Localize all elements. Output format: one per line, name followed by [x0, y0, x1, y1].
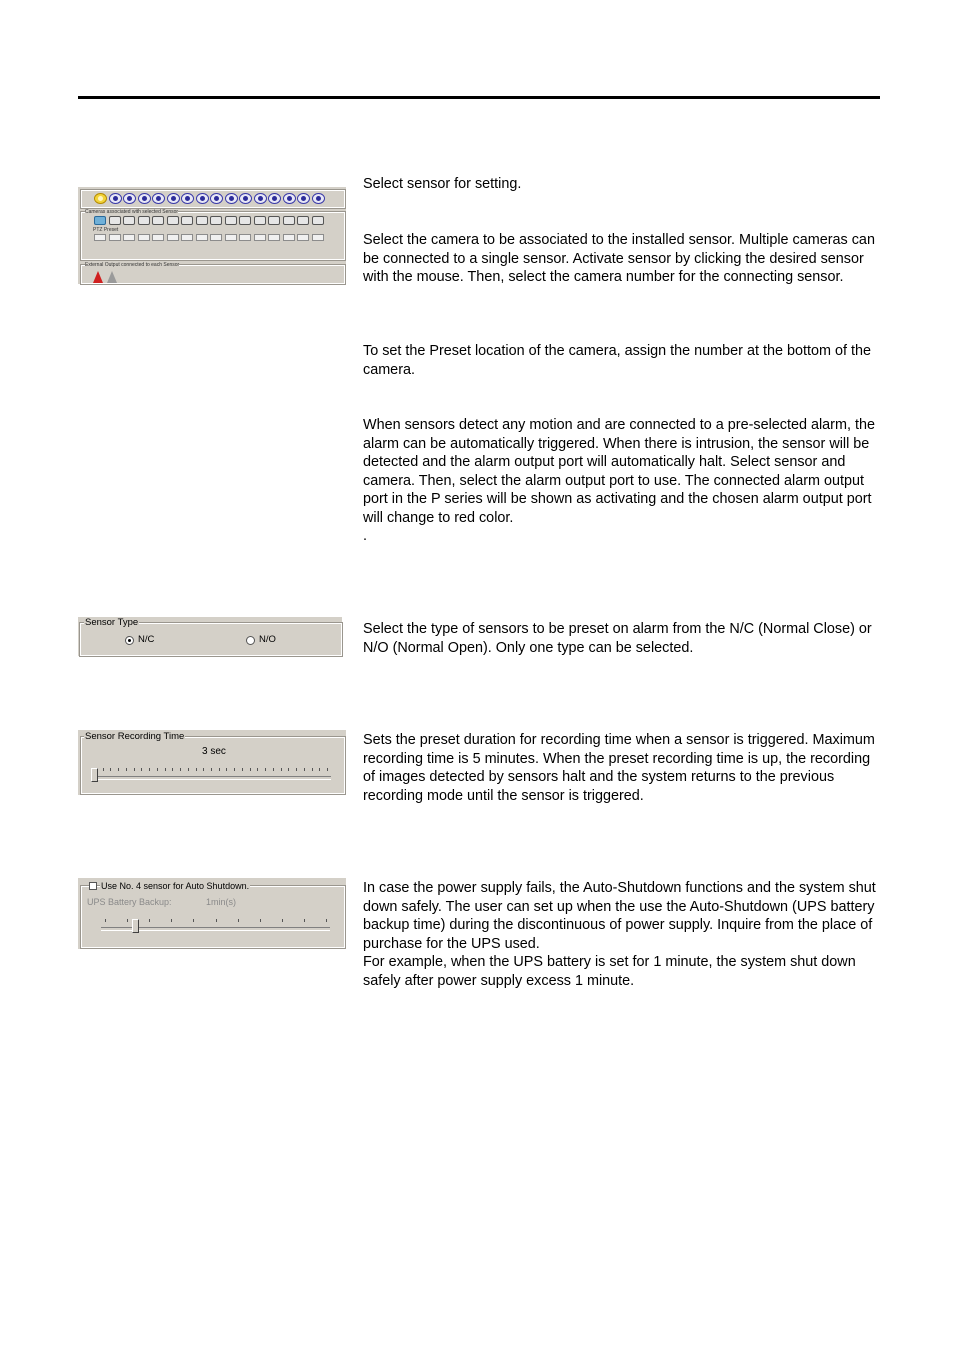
slider-tick — [134, 768, 135, 771]
header-rule — [78, 96, 880, 99]
sensor-icon[interactable] — [152, 193, 165, 204]
sensor-icon[interactable] — [167, 193, 180, 204]
slider-tick — [180, 768, 181, 771]
camera-icon[interactable] — [268, 216, 280, 225]
nc-radio[interactable] — [125, 636, 134, 645]
slider-tick — [110, 768, 111, 771]
select-sensor-text: Select sensor for setting. — [363, 176, 522, 192]
slider-tick — [234, 768, 235, 771]
slider-tick — [172, 768, 173, 771]
slider-tick — [327, 768, 328, 771]
preset-field[interactable] — [152, 234, 164, 241]
sensor-icon[interactable] — [94, 193, 107, 204]
sensor-icon[interactable] — [225, 193, 238, 204]
preset-field[interactable] — [268, 234, 280, 241]
camera-icon[interactable] — [196, 216, 208, 225]
slider-tick — [273, 768, 274, 771]
ups-backup-value: 1min(s) — [206, 897, 237, 907]
camera-icon[interactable] — [225, 216, 237, 225]
auto-shutdown-checkbox-label[interactable]: Use No. 4 sensor for Auto Shutdown. — [101, 881, 250, 891]
slider-tick — [242, 768, 243, 771]
auto-shutdown-text-1: In case the power supply fails, the Auto-Shutdown functions and the system shut down safely. The user can set up when the use the Auto-Shutdown (UPS battery backup time) during the discontinuous of power supply. Inquire from the place of purchase for the UPS used. — [363, 880, 876, 952]
camera-icon[interactable] — [152, 216, 164, 225]
slider-tick — [238, 919, 239, 922]
preset-field[interactable] — [167, 234, 179, 241]
recording-time-legend: Sensor Recording Time — [85, 731, 185, 742]
alarm-text: When sensors detect any motion and are connected to a pre-selected alarm, the alarm can be automatically triggered. When there is intrusion, the sensor will be detected and the alarm output port will automatically halt. Select sensor and camera. Then, select the alarm output port to use. The connected alarm output port in the P series will be shown as activating and the chosen alarm output port will change to red color. — [363, 417, 875, 526]
sensor-icon[interactable] — [196, 193, 209, 204]
slider-tick — [171, 919, 172, 922]
camera-icon[interactable] — [138, 216, 150, 225]
camera-icon[interactable] — [123, 216, 135, 225]
recording-time-value: 3 sec — [202, 746, 226, 757]
slider-tick — [260, 919, 261, 922]
select-camera-text: Select the camera to be associated to the installed sensor. Multiple cameras can be connected to a single sensor. Activate sensor by clicking the desired sensor with the mouse. Then, select the camera number for the connecting sensor. — [363, 232, 875, 285]
slider-tick — [281, 768, 282, 771]
slider-tick — [193, 919, 194, 922]
auto-shutdown-text-2: For example, when the UPS battery is set for 1 minute, the system shut down safely after power supply excess 1 minute. — [363, 954, 856, 989]
preset-field[interactable] — [109, 234, 121, 241]
preset-field[interactable] — [196, 234, 208, 241]
camera-icon[interactable] — [109, 216, 121, 225]
preset-field[interactable] — [210, 234, 222, 241]
auto-shutdown-checkbox[interactable] — [89, 882, 97, 890]
auto-shutdown-group — [81, 886, 345, 948]
preset-field[interactable] — [181, 234, 193, 241]
slider-tick — [127, 919, 128, 922]
sensor-icon[interactable] — [283, 193, 296, 204]
slider-tick — [203, 768, 204, 771]
recording-time-text: Sets the preset duration for recording time when a sensor is triggered. Maximum recording time is 5 minutes. When the preset recording time is up, the recording of images detected by sensors halt and the system returns to the previous recording mode until the sensor is triggered. — [363, 732, 875, 804]
sensor-icon[interactable] — [254, 193, 267, 204]
no-radio[interactable] — [246, 636, 255, 645]
slider-tick — [196, 768, 197, 771]
camera-icon[interactable] — [297, 216, 309, 225]
sensor-type-legend: Sensor Type — [85, 617, 139, 628]
slider-tick — [250, 768, 251, 771]
nc-label[interactable]: N/C — [138, 634, 155, 645]
preset-field[interactable] — [297, 234, 309, 241]
sensor-icon[interactable] — [239, 193, 252, 204]
cameras-label: Cameras associated with selected Sensor — [85, 209, 179, 215]
slider-track — [91, 776, 331, 780]
slider-tick — [319, 768, 320, 771]
slider-tick — [126, 768, 127, 771]
preset-field[interactable] — [239, 234, 251, 241]
slider-tick — [103, 768, 104, 771]
slider-tick — [304, 768, 305, 771]
slider-tick — [226, 768, 227, 771]
camera-icon[interactable] — [254, 216, 266, 225]
preset-field[interactable] — [123, 234, 135, 241]
slider-tick — [211, 768, 212, 771]
sensor-icon[interactable] — [109, 193, 122, 204]
slider-tick — [265, 768, 266, 771]
slider-tick — [141, 768, 142, 771]
slider-tick — [257, 768, 258, 771]
slider-tick — [326, 919, 327, 922]
slider-tick — [149, 768, 150, 771]
slider-tick — [312, 768, 313, 771]
camera-icon[interactable] — [210, 216, 222, 225]
preset-field[interactable] — [283, 234, 295, 241]
sensor-icon[interactable] — [181, 193, 194, 204]
camera-icon[interactable] — [181, 216, 193, 225]
ptz-label: PTZ Preset — [93, 227, 119, 233]
sensor-icon[interactable] — [138, 193, 151, 204]
slider-tick — [282, 919, 283, 922]
preset-field[interactable] — [94, 234, 106, 241]
slider-tick — [304, 919, 305, 922]
camera-icon[interactable] — [283, 216, 295, 225]
slider-tick — [296, 768, 297, 771]
sensor-icon[interactable] — [312, 193, 325, 204]
slider-tick — [288, 768, 289, 771]
slider-tick — [188, 768, 189, 771]
slider-tick — [105, 919, 106, 922]
slider-thumb[interactable] — [91, 768, 98, 782]
preset-text: To set the Preset location of the camera, assign the number at the bottom of the camera. — [363, 343, 871, 378]
preset-field[interactable] — [254, 234, 266, 241]
sensor-icon[interactable] — [297, 193, 310, 204]
sensor-icon[interactable] — [210, 193, 223, 204]
preset-field[interactable] — [312, 234, 324, 241]
camera-icon[interactable] — [312, 216, 324, 225]
preset-field[interactable] — [138, 234, 150, 241]
no-label[interactable]: N/O — [259, 634, 276, 645]
alarm-label: External Output connected to each Sensor — [85, 262, 180, 268]
camera-icon[interactable] — [167, 216, 179, 225]
camera-icon[interactable] — [94, 216, 106, 225]
sensor-type-text: Select the type of sensors to be preset on alarm from the N/C (Normal Close) or N/O (Normal Open). Only one type can be selected. — [363, 621, 872, 656]
ups-backup-label: UPS Battery Backup: — [87, 897, 172, 907]
sensor-icon[interactable] — [268, 193, 281, 204]
alarm-bell-icon-2[interactable] — [107, 271, 117, 283]
slider-thumb[interactable] — [132, 919, 139, 933]
slider-tick — [157, 768, 158, 771]
slider-tick — [216, 919, 217, 922]
alarm-bell-icon-1[interactable] — [93, 271, 103, 283]
sensor-icon[interactable] — [123, 193, 136, 204]
alarm-dot-text: . — [363, 528, 367, 544]
slider-tick — [219, 768, 220, 771]
camera-icon[interactable] — [239, 216, 251, 225]
slider-tick — [118, 768, 119, 771]
slider-tick — [165, 768, 166, 771]
slider-tick — [149, 919, 150, 922]
preset-field[interactable] — [225, 234, 237, 241]
